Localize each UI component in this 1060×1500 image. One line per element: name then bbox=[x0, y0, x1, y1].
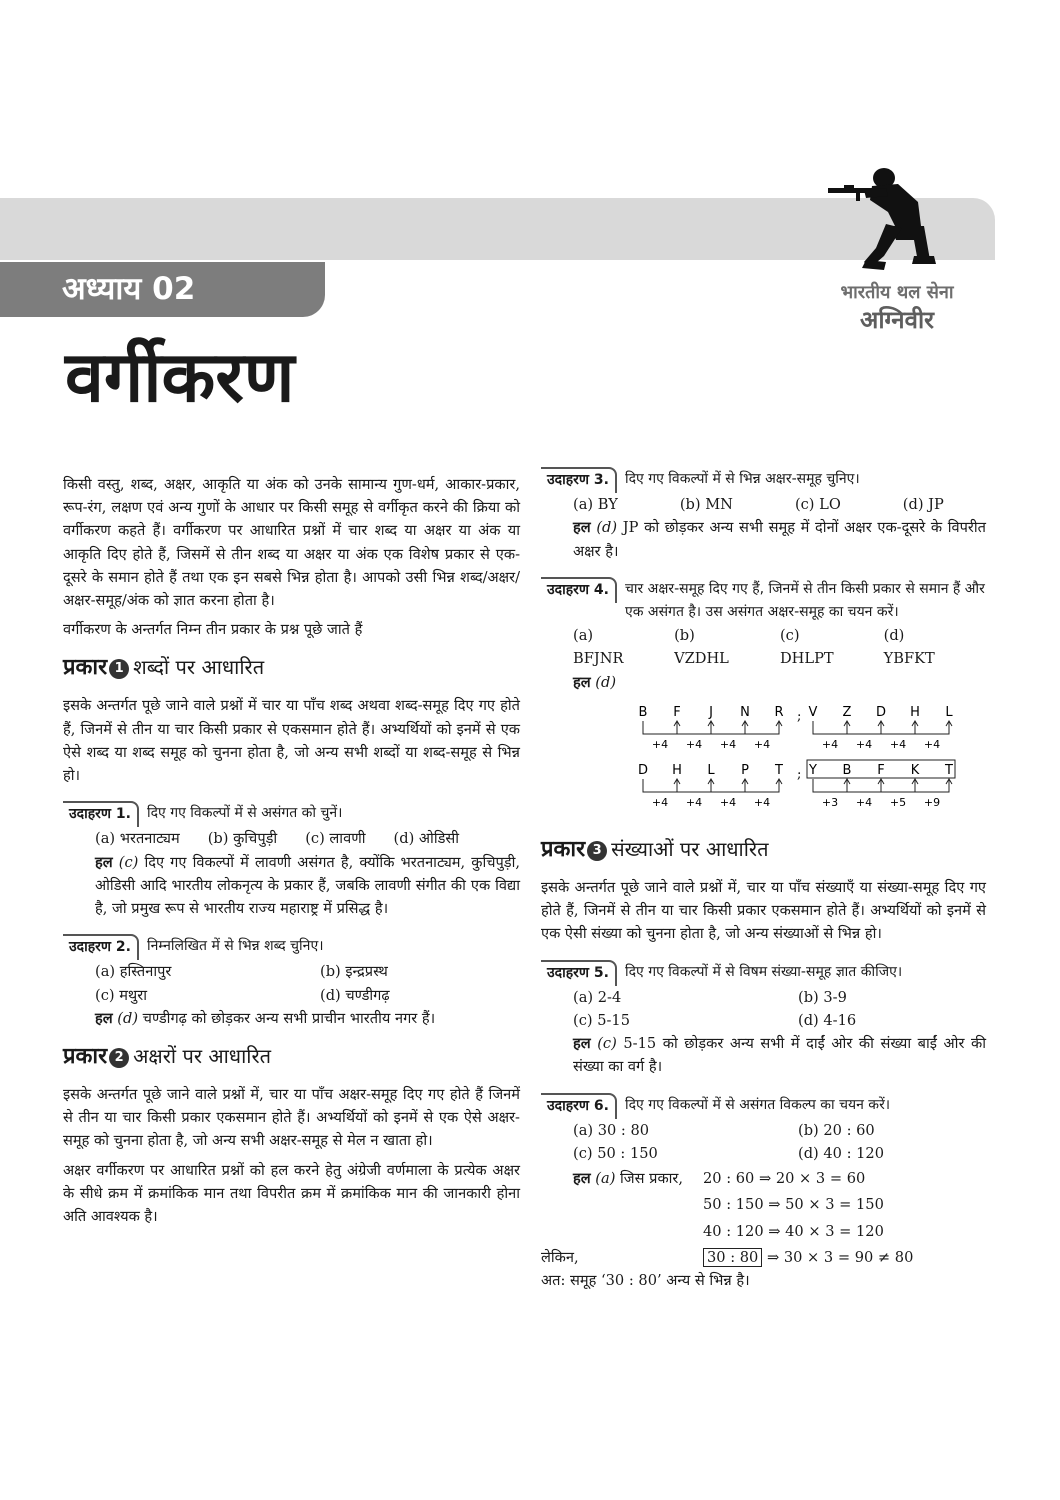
step-label: +4 bbox=[651, 795, 669, 809]
option: (c) 50 : 150 bbox=[573, 1145, 658, 1163]
series-letter: P bbox=[741, 762, 749, 778]
example-6 bbox=[541, 1093, 986, 1293]
intro-note: वर्गीकरण के अन्तर्गत निम्न तीन प्रकार के प्रश्न पूछे जाते हैं bbox=[63, 621, 363, 639]
example-1 bbox=[63, 801, 520, 920]
intro-paragraph: किसी वस्तु, शब्द, अक्षर, आकृति या अंक को उनके सामान्य गुण-धर्म, आकार-प्रकार, रूप-रंग, लक्षण एवं अन्य गुणों के आधार पर किसी समूह से वर्गीकृत करने की क्रिया को वर्गीकरण कहते हैं। वर्गीकरण पर आधारित प्रश्नों में चार शब्द या अक्षर या अंक या आकृति दिए होते हैं, जिसमें से तीन शब्द या अक्षर या अंक एक विशेष प्रकार से एक-दूसरे के समान होते हैं तथा एक इन सबसे भिन्न होता है। आपको उसी भिन्न शब्द/अक्षर/अक्षर-समूह/अंक को ज्ञात करना होता है। bbox=[63, 476, 520, 610]
option: (b) 20 : 60 bbox=[798, 1121, 875, 1139]
step-label: +4 bbox=[651, 737, 669, 751]
series-letter: J bbox=[709, 704, 713, 720]
series-letter: D bbox=[875, 704, 887, 720]
example-solution: हल (c) 5-15 को छोड़कर अन्य सभी में दाईं ओर की संख्या बाईं ओर की संख्या का वर्ग है। bbox=[573, 1035, 986, 1076]
series-letter: L bbox=[945, 704, 953, 720]
series-letter: R bbox=[774, 704, 784, 720]
type3-description: इसके अन्तर्गत पूछे जाने वाले प्रश्नों में, चार या पाँच संख्याएँ या संख्या-समूह दिए गए होते हैं, जिनमें से तीन या चार किसी प्रकार एकसमान होते हैं। अभ्यर्थियों को इनमें से एक ऐसी संख्या को चुनना होता है, जो अन्य संख्याओं से भिन्न हो। bbox=[541, 879, 986, 943]
example-options bbox=[95, 960, 520, 1006]
step-arrow bbox=[915, 721, 949, 734]
step-arrow bbox=[813, 721, 847, 734]
example-question: चार अक्षर-समूह दिए गए हैं, जिनमें से तीन किसी प्रकार से समान हैं और एक असंगत है। उस असंगत अक्षर-समूह का चयन करें। bbox=[624, 580, 985, 621]
separator: ; bbox=[797, 708, 802, 724]
option: (d) ओडिसी bbox=[393, 830, 460, 848]
series-letter: Z bbox=[842, 704, 852, 720]
example-question: दिए गए विकल्पों में से विषम संख्या-समूह ज्ञात कीजिए। bbox=[624, 963, 903, 980]
type-title: शब्दों पर आधारित bbox=[133, 655, 265, 680]
series-letter: T bbox=[775, 762, 783, 778]
step-label: +4 bbox=[719, 737, 737, 751]
example-solution: हल (d) bbox=[573, 673, 617, 691]
option: (c) मथुरा bbox=[95, 986, 148, 1004]
example-options bbox=[573, 986, 986, 1032]
step-arrow bbox=[677, 779, 711, 792]
example-label: उदाहरण 1. bbox=[63, 801, 139, 827]
but-label: लेकिन, bbox=[541, 1248, 579, 1266]
step-label: +4 bbox=[923, 737, 941, 751]
option: (a) भरतनाट्यम bbox=[95, 830, 180, 848]
option: (d) चण्डीगढ़ bbox=[320, 986, 390, 1004]
step-arrow bbox=[677, 721, 711, 734]
series-letter: H bbox=[672, 762, 682, 778]
option: (b) VZDHL bbox=[674, 627, 729, 668]
series-letter: L bbox=[707, 762, 715, 778]
step-label: +9 bbox=[923, 795, 941, 809]
example-label: उदाहरण 4. bbox=[541, 577, 617, 603]
example-label: उदाहरण 2. bbox=[63, 934, 139, 960]
step-label: +4 bbox=[855, 737, 873, 751]
conclusion: अत: समूह ‘30 : 80’ अन्य से भिन्न है। bbox=[541, 1272, 750, 1290]
brand-line-1: भारतीय थल सेना bbox=[840, 282, 954, 303]
example-solution: हल (d) चण्डीगढ़ को छोड़कर अन्य सभी प्राचीन भारतीय नगर हैं। bbox=[95, 1009, 436, 1027]
step-arrow bbox=[711, 779, 745, 792]
example-options bbox=[573, 1119, 986, 1165]
step-label: +4 bbox=[685, 795, 703, 809]
option: (b) 3-9 bbox=[798, 988, 847, 1006]
example-label: उदाहरण 3. bbox=[541, 467, 617, 493]
option: (b) इन्द्रप्रस्थ bbox=[320, 963, 388, 981]
step-label: +5 bbox=[889, 795, 907, 809]
step-arrow bbox=[643, 779, 677, 792]
type-title: अक्षरों पर आधारित bbox=[133, 1044, 272, 1069]
type-number-badge: 3 bbox=[587, 841, 607, 861]
type-number-badge: 1 bbox=[109, 659, 129, 679]
example-solution: हल (d) JP को छोड़कर अन्य सभी समूह में दोनों अक्षर एक-दूसरे के विपरीत अक्षर है। bbox=[573, 519, 987, 560]
brand-line-2: अग्निवीर bbox=[860, 306, 934, 334]
series-letter: H bbox=[910, 704, 920, 720]
type2-heading bbox=[63, 1040, 520, 1073]
type1-heading bbox=[63, 651, 520, 684]
step-label: +4 bbox=[685, 737, 703, 751]
step-arrow bbox=[813, 779, 847, 792]
option: (a) BY bbox=[573, 496, 618, 514]
option: (d) YBFKT bbox=[883, 627, 935, 668]
example-label: उदाहरण 5. bbox=[541, 960, 617, 986]
option: (d) 40 : 120 bbox=[798, 1145, 884, 1163]
step-label: +4 bbox=[719, 795, 737, 809]
type2-note: अक्षर वर्गीकरण पर आधारित प्रश्नों को हल करने हेतु अंग्रेजी वर्णमाला के प्रत्येक अक्षर के सीधे क्रम में क्रमांकिक मान तथा विपरीत क्रम में क्रमांकिक मान की जानकारी होना अति आवश्यक है। bbox=[63, 1161, 520, 1226]
step-label: +4 bbox=[753, 795, 771, 809]
step-arrow bbox=[847, 779, 881, 792]
step-label: +4 bbox=[753, 737, 771, 751]
step-arrow bbox=[745, 721, 779, 734]
page-title: वर्गीकरण bbox=[65, 336, 295, 418]
soldier-logo-icon bbox=[826, 164, 946, 276]
step-line: 20 : 60 ⇒ 20 × 3 = 60 bbox=[703, 1170, 866, 1188]
example-question: दिए गए विकल्पों में से असंगत विकल्प का चयन करें। bbox=[624, 1096, 891, 1113]
type-prefix: प्रकार bbox=[541, 837, 586, 863]
option: (a) 30 : 80 bbox=[573, 1121, 650, 1139]
example-options bbox=[95, 827, 520, 850]
right-column bbox=[541, 467, 986, 1300]
type1-description: इसके अन्तर्गत पूछे जाने वाले प्रश्नों में चार या पाँच शब्द अथवा शब्द-समूह दिए गए होते हैं, जिनमें से तीन या चार किसी प्रकार से एकसमान होते हैं। अभ्यर्थियों को इनमें से एक ऐसे शब्द या शब्द समूह को चुनना होता है, जो अन्य सभी शब्दों या शब्द-समूह से भिन्न हो। bbox=[63, 697, 520, 785]
option: (c) DHLPT bbox=[779, 627, 834, 668]
step-label: +4 bbox=[889, 737, 907, 751]
example-options bbox=[573, 624, 986, 670]
series-letter: D bbox=[637, 762, 649, 778]
option: (a) 2-4 bbox=[573, 988, 622, 1006]
option: (d) 4-16 bbox=[798, 1012, 857, 1030]
step-label: +3 bbox=[821, 795, 839, 809]
series-letter: F bbox=[877, 762, 885, 778]
type-number-badge: 2 bbox=[109, 1048, 129, 1068]
example-solution: हल (c) दिए गए विकल्पों में लावणी असंगत है, क्योंकि भरतनाट्यम, कुचिपुड़ी, ओडिसी आदि भारतीय लोकनृत्य के प्रकार हैं, जबकि लावणी संगीत की एक विद्या है, जो प्रमुख रूप से भारतीय राज्य महाराष्ट्र में प्रसिद्ध है। bbox=[95, 853, 521, 918]
series-letter: B bbox=[638, 704, 648, 720]
type-title: संख्याओं पर आधारित bbox=[611, 837, 769, 862]
solution-intro: हल (a) जिस प्रकार, bbox=[573, 1170, 684, 1188]
example-options bbox=[573, 493, 986, 516]
option: (d) JP bbox=[902, 496, 944, 514]
example-4 bbox=[541, 577, 986, 823]
step-line: 30 : 80 ⇒ 30 × 3 = 90 ≠ 80 bbox=[703, 1246, 963, 1269]
step-line: 40 : 120 ⇒ 40 × 3 = 120 bbox=[703, 1222, 884, 1240]
step-arrow bbox=[915, 779, 949, 792]
step-arrow bbox=[881, 779, 915, 792]
type-prefix: प्रकार bbox=[63, 1044, 108, 1070]
step-arrow bbox=[643, 721, 677, 734]
separator: ; bbox=[797, 766, 802, 782]
example-5 bbox=[541, 960, 986, 1079]
option: (a) हस्तिनापुर bbox=[95, 963, 172, 981]
series-letter: N bbox=[740, 704, 750, 720]
chapter-label: अध्याय 02 bbox=[0, 262, 325, 317]
option: (b) MN bbox=[679, 496, 733, 514]
step-arrow bbox=[847, 721, 881, 734]
example-question: निम्नलिखित में से भिन्न शब्द चुनिए। bbox=[146, 938, 324, 955]
type-prefix: प्रकार bbox=[63, 655, 108, 681]
option: (c) 5-15 bbox=[573, 1012, 630, 1030]
option: (b) कुचिपुड़ी bbox=[207, 830, 278, 848]
series-letter: Y bbox=[809, 762, 817, 778]
type3-heading bbox=[541, 833, 986, 866]
series-letter: B bbox=[842, 762, 852, 778]
option: (a) BFJNR bbox=[573, 627, 624, 668]
step-label: +4 bbox=[855, 795, 873, 809]
step-label: +4 bbox=[821, 737, 839, 751]
step-line: 50 : 150 ⇒ 50 × 3 = 150 bbox=[703, 1196, 884, 1214]
option: (c) लावणी bbox=[305, 830, 366, 848]
example-question: दिए गए विकल्पों में से भिन्न अक्षर-समूह चुनिए। bbox=[624, 471, 860, 487]
letter-series-diagram bbox=[603, 700, 953, 812]
example-label: उदाहरण 6. bbox=[541, 1093, 617, 1119]
example-2 bbox=[63, 934, 520, 1030]
step-arrow bbox=[881, 721, 915, 734]
example-3 bbox=[541, 467, 986, 563]
left-column bbox=[63, 473, 520, 1234]
solution-steps bbox=[541, 1167, 986, 1269]
series-letter: V bbox=[808, 704, 818, 720]
series-letter: F bbox=[673, 704, 681, 720]
example-question: दिए गए विकल्पों में से असंगत को चुनें। bbox=[146, 805, 343, 822]
step-arrow bbox=[711, 721, 745, 734]
series-letter: T bbox=[945, 762, 953, 778]
series-letter: K bbox=[910, 762, 920, 778]
step-arrow bbox=[745, 779, 779, 792]
option: (c) LO bbox=[794, 496, 841, 514]
type2-description: इसके अन्तर्गत पूछे जाने वाले प्रश्नों में, चार या पाँच अक्षर-समूह दिए गए होते हैं जिनमें से तीन या चार किसी प्रकार एकसमान होते हैं। अभ्यर्थियों को इनमें से एक ऐसे अक्षर-समूह को चुनना होता है, जो अन्य सभी अक्षर-समूह से मेल न खाता हो। bbox=[63, 1086, 520, 1150]
